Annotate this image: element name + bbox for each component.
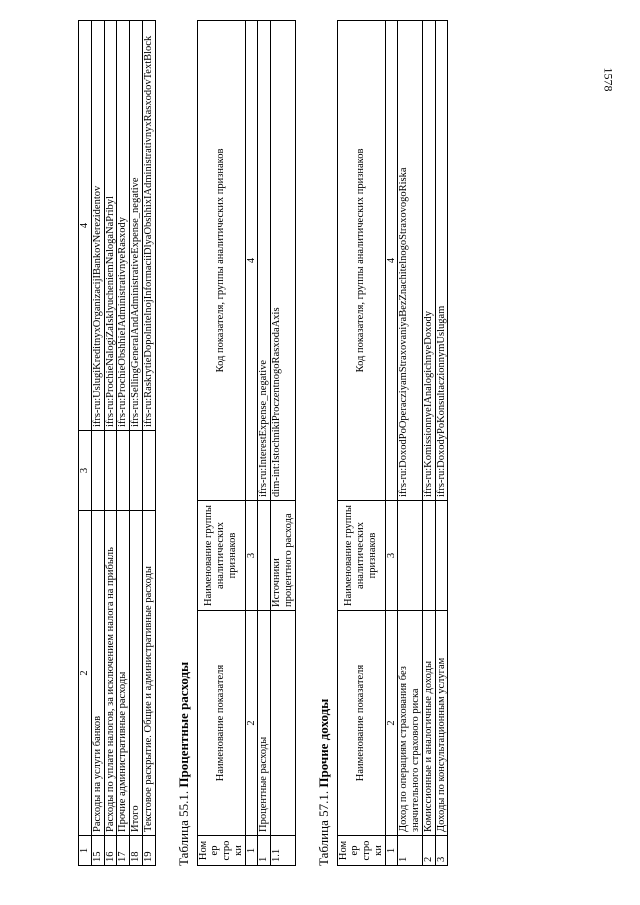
column-number: 1 <box>245 836 258 866</box>
caption-prefix: Таблица 55.1. <box>175 790 191 866</box>
indicator-name: Текстовое раскрытие. Общие и административные расходы <box>142 511 155 836</box>
header-row <box>197 21 245 866</box>
column-header: Наименование показателя <box>337 611 385 836</box>
column-number: 2 <box>385 611 398 836</box>
page-number: 1578 <box>601 67 616 92</box>
column-header: Код показателя, группы аналитических признаков <box>197 21 245 501</box>
row-number: 19 <box>142 836 155 866</box>
group-name <box>258 501 271 611</box>
group-name <box>91 431 104 511</box>
column-number-row <box>245 21 258 866</box>
group-name <box>142 431 155 511</box>
table-row <box>117 21 130 866</box>
table-row <box>142 21 155 866</box>
caption-title: Прочие доходы <box>315 698 331 788</box>
column-number: 2 <box>245 611 258 836</box>
column-header: Наименование группы аналитических признаков <box>337 501 385 611</box>
table-row <box>104 21 117 866</box>
row-number: 3 <box>435 836 448 866</box>
table-55-1 <box>197 20 296 866</box>
column-number: 2 <box>79 511 92 836</box>
column-number-row <box>385 21 398 866</box>
row-number: 1.1 <box>271 836 296 866</box>
indicator-name: Итого <box>130 511 143 836</box>
column-number: 3 <box>79 431 92 511</box>
row-number: 1 <box>398 836 423 866</box>
caption-prefix: Таблица 57.1. <box>315 790 331 866</box>
group-name: Источники процентного расхода <box>271 501 296 611</box>
table-row <box>91 21 104 866</box>
indicator-name: Доход по операциям страхования без значительного страхового риска <box>398 611 423 836</box>
column-number: 1 <box>385 836 398 866</box>
column-number: 4 <box>79 21 92 431</box>
column-header: Код показателя, группы аналитических признаков <box>337 21 385 501</box>
indicator-name <box>271 611 296 836</box>
indicator-code: ifrs-ru:RaskrytieDopolnitelnojInformaciiDlyaObshhixIAdministrativnyxRasxodovTextBlock <box>142 21 155 431</box>
group-name <box>435 501 448 611</box>
table-row <box>258 21 271 866</box>
column-number: 4 <box>245 21 258 501</box>
table-row <box>435 21 448 866</box>
row-number: 15 <box>91 836 104 866</box>
indicator-code: ifrs-ru:InterestExpense_negative <box>258 21 271 501</box>
column-header: Наименование группы аналитических признаков <box>197 501 245 611</box>
table-row <box>271 21 296 866</box>
indicator-name: Расходы по уплате налогов, за исключением налога на прибыль <box>104 511 117 836</box>
column-number: 3 <box>245 501 258 611</box>
rotated-page-content <box>78 21 448 866</box>
header-row <box>337 21 385 866</box>
row-number: 16 <box>104 836 117 866</box>
indicator-name: Прочие административные расходы <box>117 511 130 836</box>
row-number: 18 <box>130 836 143 866</box>
column-header: Номер строки <box>197 836 245 866</box>
indicator-name: Комиссионные и аналогичные доходы <box>422 611 435 836</box>
indicator-code: ifrs-ru:UslugiKreditnyxOrganizacijIBankovNerezidentov <box>91 21 104 431</box>
table-caption <box>176 21 192 866</box>
column-number: 1 <box>79 836 92 866</box>
group-name <box>422 501 435 611</box>
indicator-code: ifrs-ru:ProchieNalogiZaIsklyucheniemNalogaNaPribyl <box>104 21 117 431</box>
indicator-name: Процентные расходы <box>258 611 271 836</box>
table-caption <box>316 21 332 866</box>
indicator-code: ifrs-ru:DoxodPoOperacziyamStraxovaniyaBezZnachitelnogoStraxovogoRiska <box>398 21 423 501</box>
indicator-code: ifrs-ru:ProchieObshhieIAdministrativnyeRasxody <box>117 21 130 431</box>
group-name <box>104 431 117 511</box>
table-row <box>130 21 143 866</box>
table-row <box>422 21 435 866</box>
row-number: 17 <box>117 836 130 866</box>
table-row <box>398 21 423 866</box>
table-continued <box>78 20 156 866</box>
column-number: 4 <box>385 21 398 501</box>
row-number: 2 <box>422 836 435 866</box>
column-header: Номер строки <box>337 836 385 866</box>
indicator-code: ifrs-ru:SellingGeneralAndAdministrativeExpense_negative <box>130 21 143 431</box>
caption-title: Процентные расходы <box>175 661 191 788</box>
group-name <box>398 501 423 611</box>
column-header: Наименование показателя <box>197 611 245 836</box>
indicator-name: Доходы по консультационным услугам <box>435 611 448 836</box>
column-number: 3 <box>385 501 398 611</box>
group-name <box>117 431 130 511</box>
column-number-row <box>79 21 92 866</box>
row-number: 1 <box>258 836 271 866</box>
indicator-code: dim-int:IstochnikiProczentnogoRasxodaAxis <box>271 21 296 501</box>
group-name <box>130 431 143 511</box>
indicator-code: ifrs-ru:KomissionnyeIAnalogichnyeDoxody <box>422 21 435 501</box>
indicator-code: ifrs-ru:DoxodyPoKonsultaczionnymUslugam <box>435 21 448 501</box>
table-57-1 <box>337 20 449 866</box>
indicator-name: Расходы на услуги банков <box>91 511 104 836</box>
